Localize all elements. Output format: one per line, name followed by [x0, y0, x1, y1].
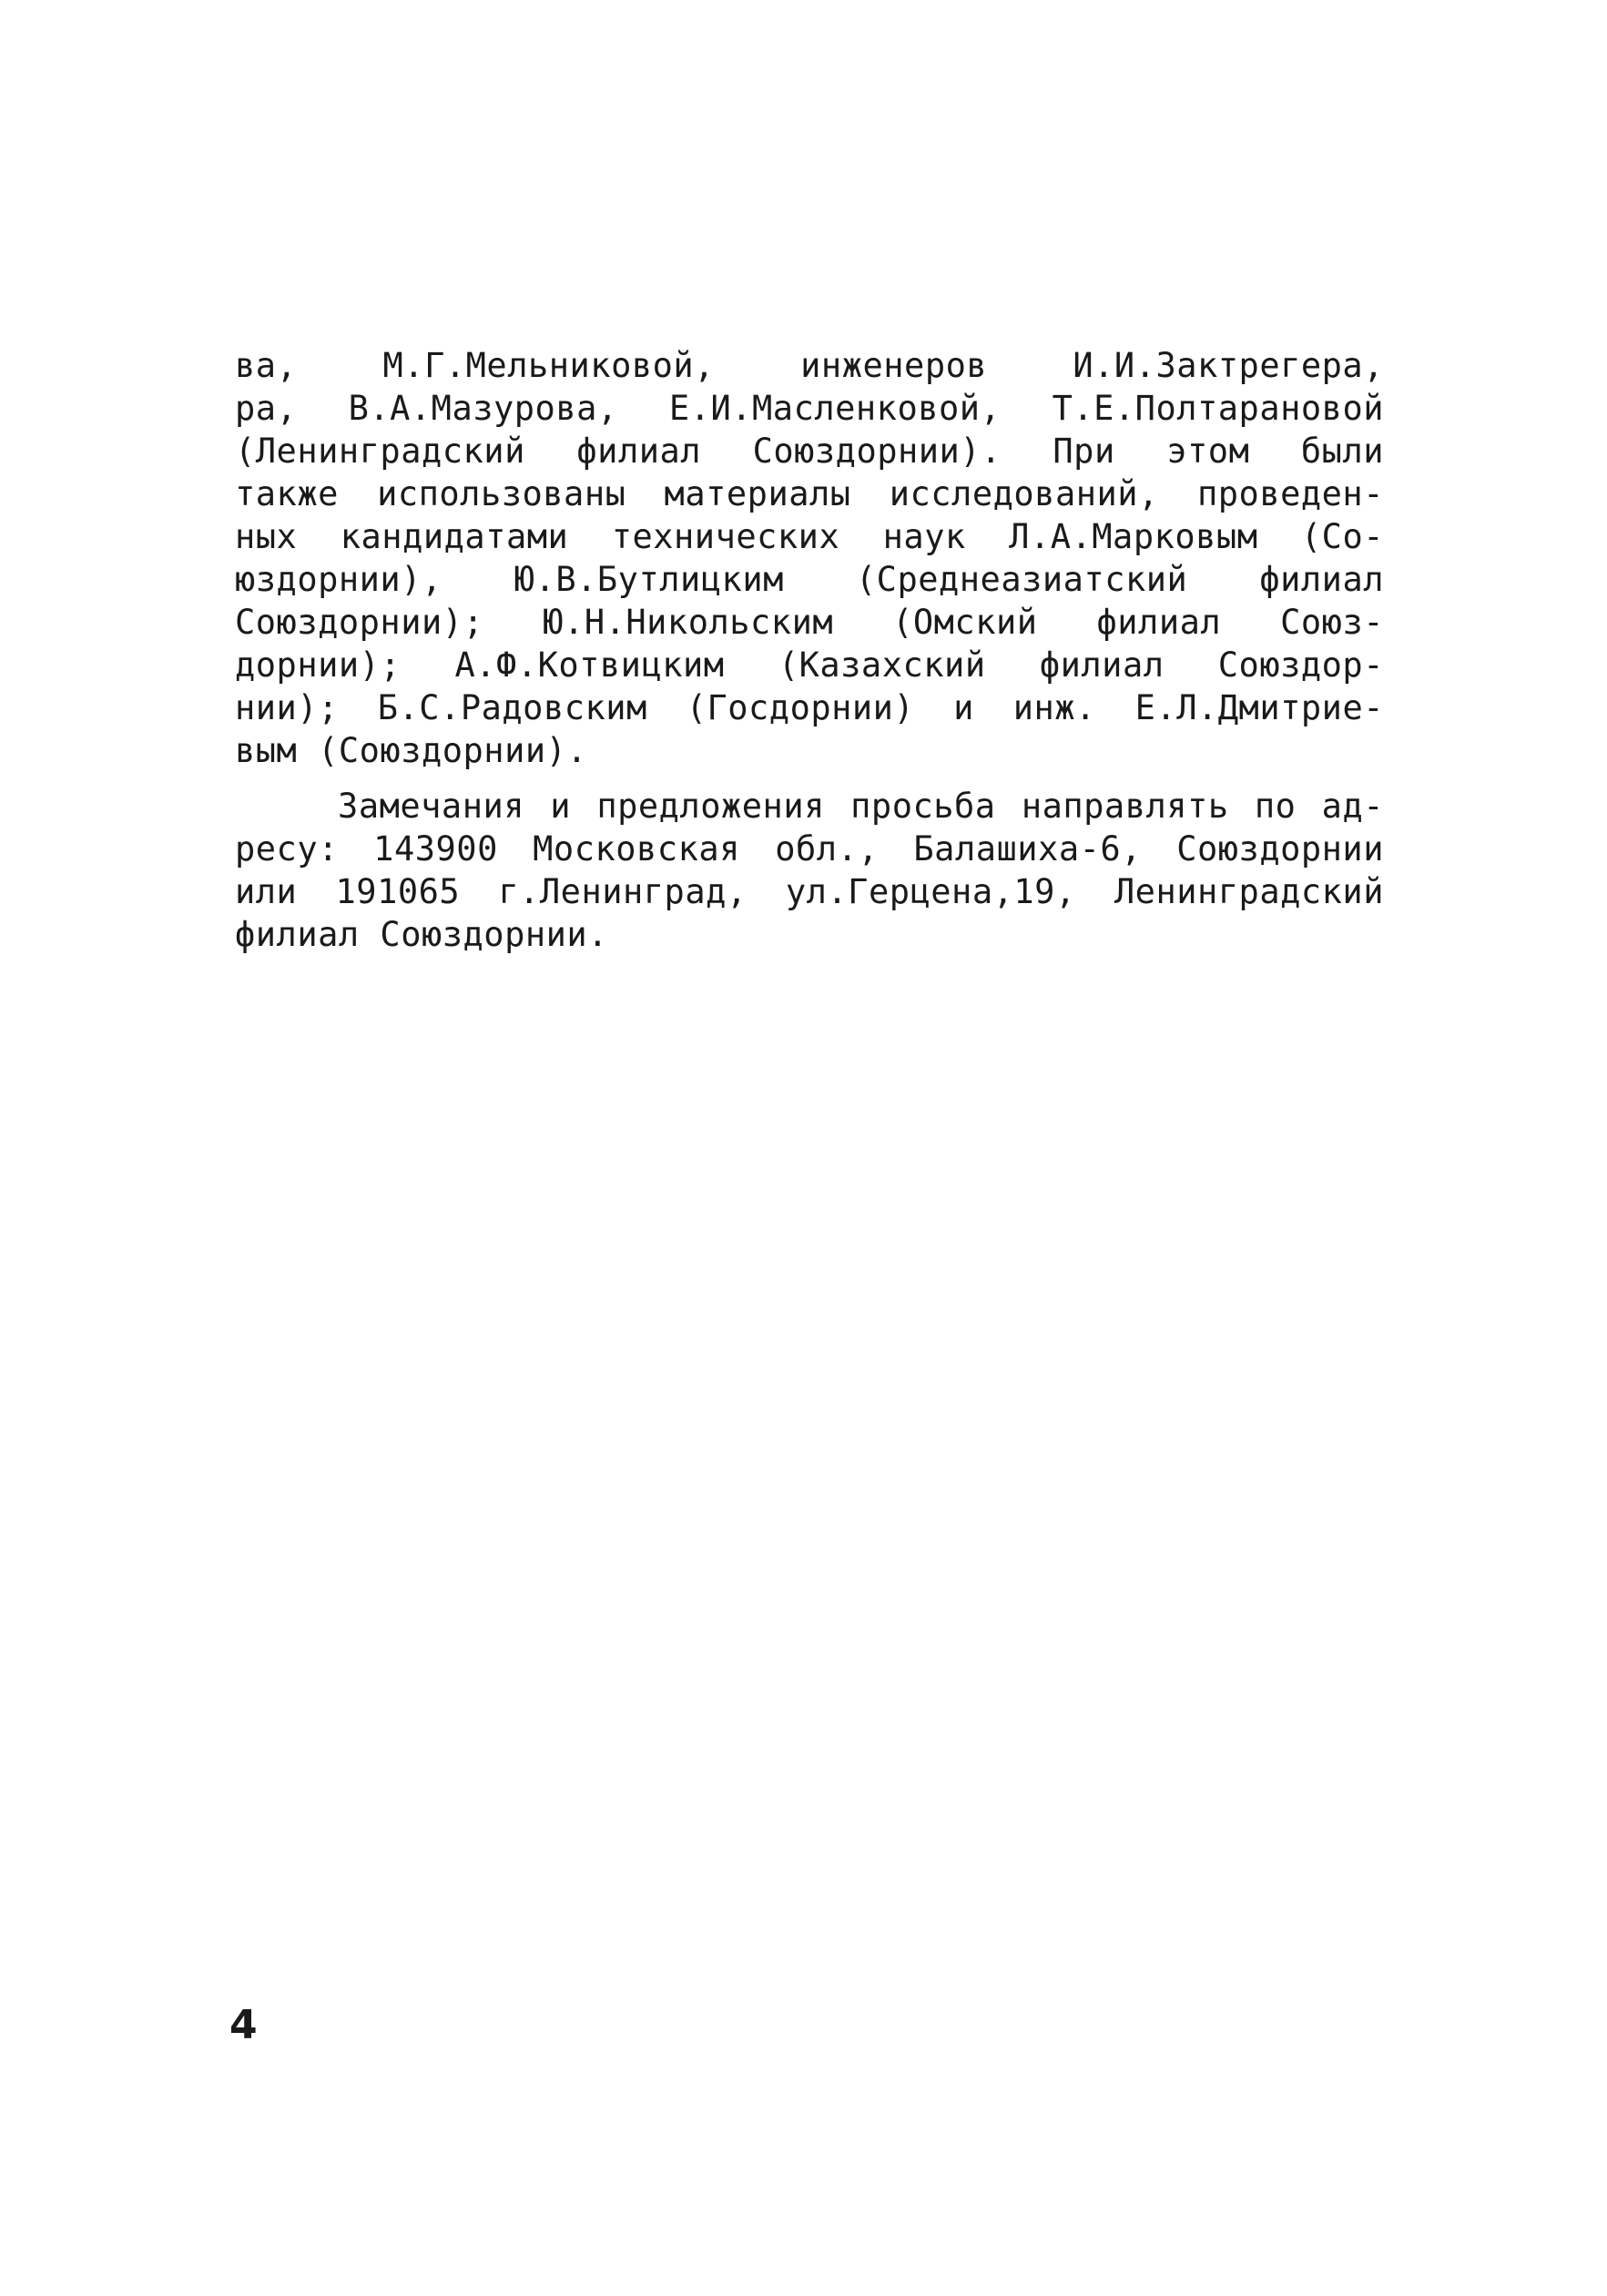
- text-line: также использованы материалы исследований, проведен-: [235, 474, 1384, 513]
- paragraph-gap: [235, 772, 1384, 785]
- text-line: Союздорнии); Ю.Н.Никольским (Омский филиал Союз-: [235, 603, 1384, 642]
- text-line: нии); Б.С.Радовским (Госдорнии) и инж. Е.Л.Дмитрие-: [235, 688, 1384, 727]
- text-line: вым (Союздорнии).: [235, 731, 588, 770]
- text-line: филиал Союздорнии.: [235, 915, 608, 954]
- page-number: 4: [229, 2002, 258, 2048]
- paragraph-contributors: [235, 344, 1384, 772]
- text-line: ра, В.А.Мазурова, Е.И.Масленковой, Т.Е.Полтарановой: [235, 389, 1384, 428]
- text-line: или 191065 г.Ленинград, ул.Герцена,19, Ленинградский: [235, 872, 1384, 911]
- text-line: (Ленинградский филиал Союздорнии). При этом были: [235, 432, 1384, 471]
- text-line: ресу: 143900 Московская обл., Балашиха-6, Союздорнии: [235, 829, 1384, 869]
- text-line: ва, М.Г.Мельниковой, инженеров И.И.Зактрегера,: [235, 346, 1384, 385]
- text-line: юздорнии), Ю.В.Бутлицким (Среднеазиатский филиал: [235, 560, 1384, 599]
- text-line: ных кандидатами технических наук Л.А.Марковым (Со-: [235, 517, 1384, 556]
- text-line: Замечания и предложения просьба направлять по ад-: [235, 787, 1384, 826]
- paragraph-address: [235, 785, 1384, 956]
- body-text: [235, 344, 1384, 956]
- text-line: дорнии); А.Ф.Котвицким (Казахский филиал Союздор-: [235, 645, 1384, 685]
